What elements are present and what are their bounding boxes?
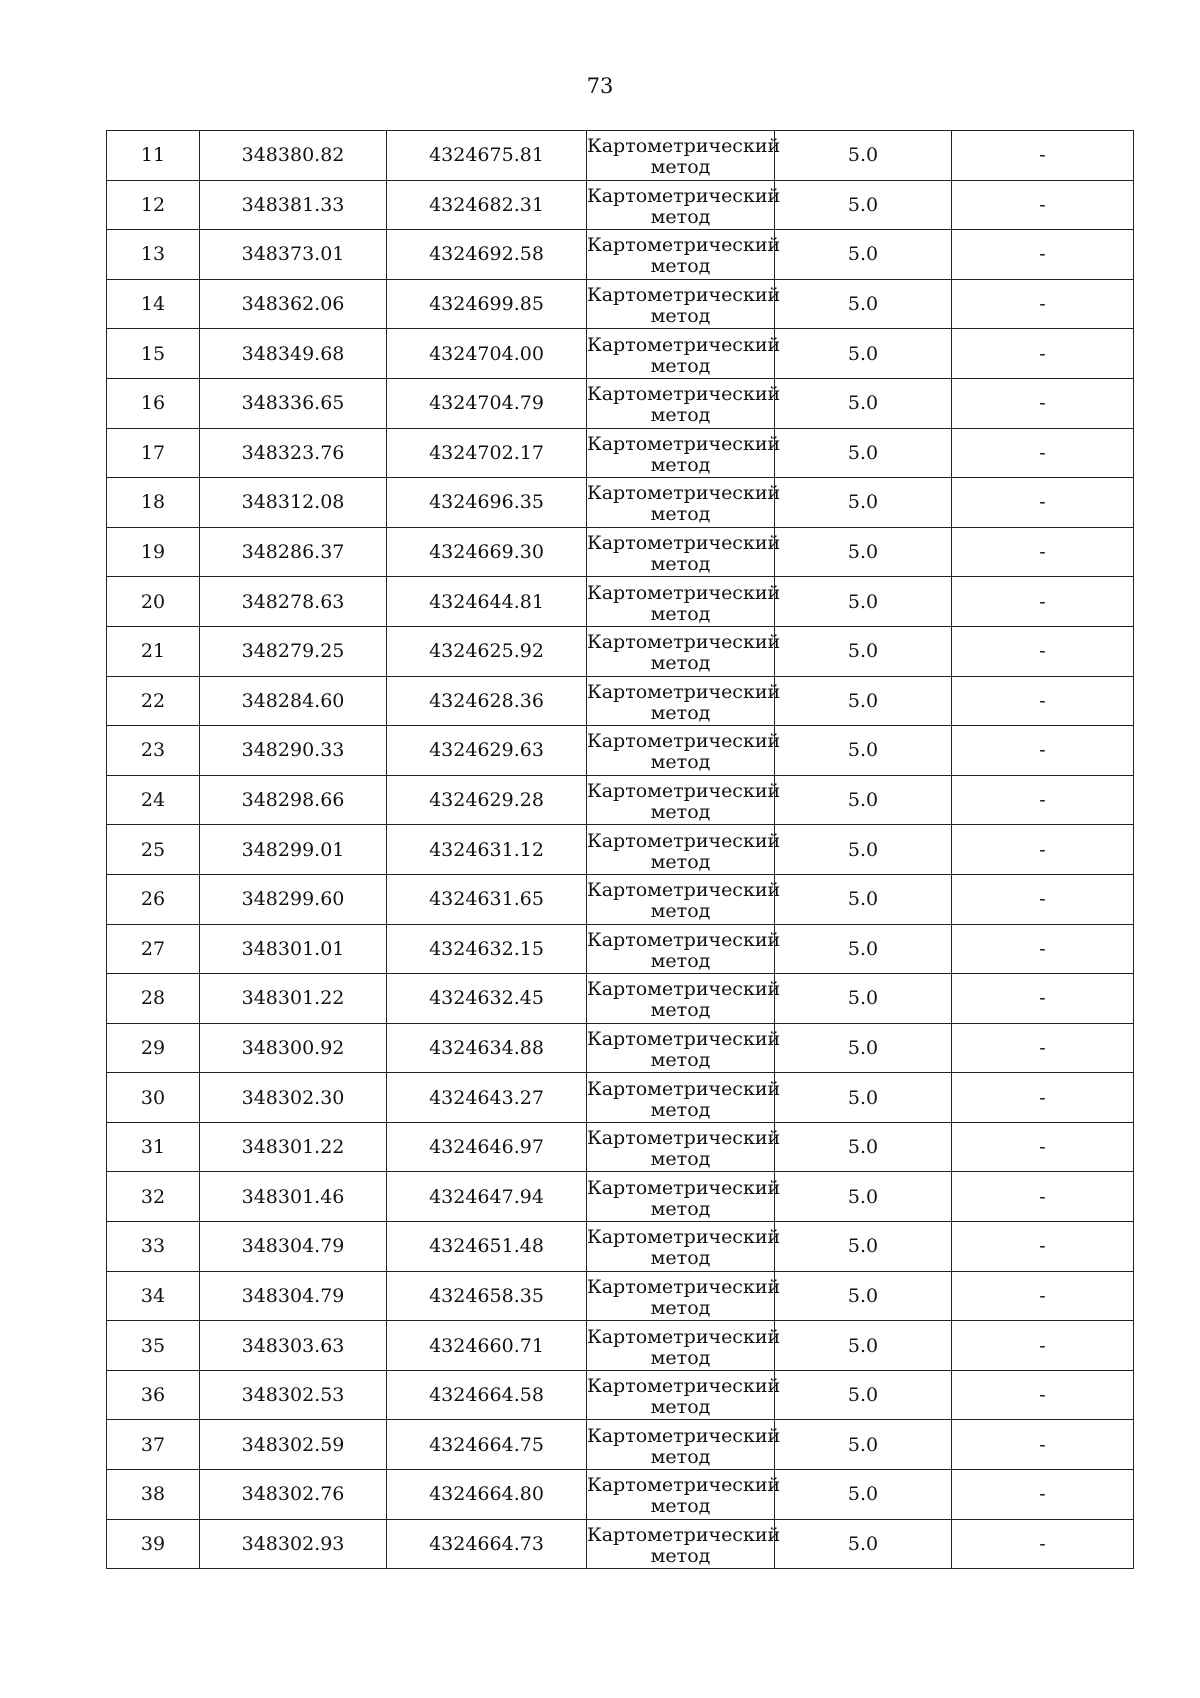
method-text: Картометрический метод (587, 829, 781, 873)
table-row (107, 1271, 1134, 1321)
note-cell: - (952, 874, 1134, 924)
note-cell: - (952, 180, 1134, 230)
accuracy-cell: 5.0 (775, 527, 952, 577)
note-cell: - (952, 1519, 1134, 1569)
accuracy-cell: 5.0 (775, 1321, 952, 1371)
x-coordinate-cell: 348302.53 (200, 1370, 387, 1420)
x-coordinate-cell: 348323.76 (200, 428, 387, 478)
x-coordinate-cell: 348373.01 (200, 230, 387, 280)
table-row (107, 1073, 1134, 1123)
table-row (107, 1172, 1134, 1222)
method-cell (587, 974, 781, 1024)
point-number-cell: 19 (107, 527, 200, 577)
method-text: Картометрический метод (587, 780, 781, 824)
x-coordinate-cell: 348301.22 (200, 1122, 387, 1172)
note-cell: - (952, 279, 1134, 329)
table-row (107, 478, 1134, 528)
table-row (107, 230, 1134, 280)
y-coordinate-cell: 4324629.28 (387, 775, 587, 825)
note-cell: - (952, 726, 1134, 776)
accuracy-cell: 5.0 (775, 378, 952, 428)
method-cell (587, 378, 781, 428)
table-row (107, 577, 1134, 627)
method-text: Картометрический метод (587, 234, 781, 278)
method-cell (587, 874, 781, 924)
accuracy-cell: 5.0 (775, 1519, 952, 1569)
point-number-cell: 34 (107, 1271, 200, 1321)
x-coordinate-cell: 348301.22 (200, 974, 387, 1024)
y-coordinate-cell: 4324632.45 (387, 974, 587, 1024)
method-cell (587, 924, 781, 974)
point-number-cell: 12 (107, 180, 200, 230)
note-cell: - (952, 577, 1134, 627)
method-cell (587, 329, 781, 379)
note-cell: - (952, 378, 1134, 428)
y-coordinate-cell: 4324646.97 (387, 1122, 587, 1172)
table-row (107, 874, 1134, 924)
method-text: Картометрический метод (587, 928, 781, 972)
method-text: Картометрический метод (587, 581, 781, 625)
x-coordinate-cell: 348302.30 (200, 1073, 387, 1123)
method-cell (587, 676, 781, 726)
note-cell: - (952, 974, 1134, 1024)
table-row (107, 974, 1134, 1024)
note-cell: - (952, 428, 1134, 478)
y-coordinate-cell: 4324651.48 (387, 1222, 587, 1272)
point-number-cell: 39 (107, 1519, 200, 1569)
method-cell (587, 1370, 781, 1420)
table-row (107, 676, 1134, 726)
point-number-cell: 11 (107, 131, 200, 181)
x-coordinate-cell: 348304.79 (200, 1222, 387, 1272)
accuracy-cell: 5.0 (775, 874, 952, 924)
point-number-cell: 22 (107, 676, 200, 726)
x-coordinate-cell: 348299.01 (200, 825, 387, 875)
point-number-cell: 36 (107, 1370, 200, 1420)
method-cell (587, 1271, 781, 1321)
method-text: Картометрический метод (587, 1523, 781, 1567)
note-cell: - (952, 626, 1134, 676)
note-cell: - (952, 329, 1134, 379)
method-text: Картометрический метод (587, 680, 781, 724)
y-coordinate-cell: 4324660.71 (387, 1321, 587, 1371)
method-cell (587, 1420, 781, 1470)
x-coordinate-cell: 348278.63 (200, 577, 387, 627)
point-number-cell: 23 (107, 726, 200, 776)
y-coordinate-cell: 4324644.81 (387, 577, 587, 627)
table-row (107, 428, 1134, 478)
note-cell: - (952, 527, 1134, 577)
note-cell: - (952, 1370, 1134, 1420)
table-row (107, 1420, 1134, 1470)
table-row (107, 1519, 1134, 1569)
table-row (107, 1122, 1134, 1172)
x-coordinate-cell: 348304.79 (200, 1271, 387, 1321)
x-coordinate-cell: 348286.37 (200, 527, 387, 577)
y-coordinate-cell: 4324658.35 (387, 1271, 587, 1321)
method-cell (587, 775, 781, 825)
x-coordinate-cell: 348336.65 (200, 378, 387, 428)
method-cell (587, 577, 781, 627)
y-coordinate-cell: 4324664.58 (387, 1370, 587, 1420)
accuracy-cell: 5.0 (775, 577, 952, 627)
accuracy-cell: 5.0 (775, 1370, 952, 1420)
x-coordinate-cell: 348284.60 (200, 676, 387, 726)
accuracy-cell: 5.0 (775, 329, 952, 379)
point-number-cell: 28 (107, 974, 200, 1024)
method-cell (587, 1222, 781, 1272)
note-cell: - (952, 1222, 1134, 1272)
x-coordinate-cell: 348380.82 (200, 131, 387, 181)
method-cell (587, 180, 781, 230)
y-coordinate-cell: 4324699.85 (387, 279, 587, 329)
table-row (107, 825, 1134, 875)
y-coordinate-cell: 4324692.58 (387, 230, 587, 280)
point-number-cell: 31 (107, 1122, 200, 1172)
method-cell (587, 726, 781, 776)
page-number: 73 (586, 74, 614, 98)
method-text: Картометрический метод (587, 135, 781, 179)
x-coordinate-cell: 348362.06 (200, 279, 387, 329)
note-cell: - (952, 1122, 1134, 1172)
method-cell (587, 1122, 781, 1172)
method-text: Картометрический метод (587, 1375, 781, 1419)
accuracy-cell: 5.0 (775, 1023, 952, 1073)
accuracy-cell: 5.0 (775, 180, 952, 230)
accuracy-cell: 5.0 (775, 924, 952, 974)
accuracy-cell: 5.0 (775, 478, 952, 528)
point-number-cell: 26 (107, 874, 200, 924)
method-cell (587, 1519, 781, 1569)
note-cell: - (952, 825, 1134, 875)
accuracy-cell: 5.0 (775, 1271, 952, 1321)
y-coordinate-cell: 4324629.63 (387, 726, 587, 776)
accuracy-cell: 5.0 (775, 825, 952, 875)
method-text: Картометрический метод (587, 284, 781, 328)
accuracy-cell: 5.0 (775, 1470, 952, 1520)
note-cell: - (952, 478, 1134, 528)
table-row (107, 131, 1134, 181)
point-number-cell: 14 (107, 279, 200, 329)
accuracy-cell: 5.0 (775, 775, 952, 825)
note-cell: - (952, 924, 1134, 974)
accuracy-cell: 5.0 (775, 1073, 952, 1123)
accuracy-cell: 5.0 (775, 1172, 952, 1222)
table-row (107, 329, 1134, 379)
point-number-cell: 32 (107, 1172, 200, 1222)
y-coordinate-cell: 4324669.30 (387, 527, 587, 577)
method-text: Картометрический метод (587, 1424, 781, 1468)
y-coordinate-cell: 4324696.35 (387, 478, 587, 528)
method-text: Картометрический метод (587, 184, 781, 228)
note-cell: - (952, 1073, 1134, 1123)
point-number-cell: 37 (107, 1420, 200, 1470)
table-row (107, 924, 1134, 974)
point-number-cell: 27 (107, 924, 200, 974)
point-number-cell: 18 (107, 478, 200, 528)
note-cell: - (952, 1470, 1134, 1520)
method-text: Картометрический метод (587, 730, 781, 774)
note-cell: - (952, 1321, 1134, 1371)
x-coordinate-cell: 348302.93 (200, 1519, 387, 1569)
y-coordinate-cell: 4324704.79 (387, 378, 587, 428)
point-number-cell: 24 (107, 775, 200, 825)
table-row (107, 527, 1134, 577)
method-cell (587, 1470, 781, 1520)
note-cell: - (952, 775, 1134, 825)
method-text: Картометрический метод (587, 1275, 781, 1319)
note-cell: - (952, 1420, 1134, 1470)
method-cell (587, 279, 781, 329)
table-row (107, 1370, 1134, 1420)
accuracy-cell: 5.0 (775, 676, 952, 726)
method-text: Картометрический метод (587, 532, 781, 576)
method-text: Картометрический метод (587, 1127, 781, 1171)
accuracy-cell: 5.0 (775, 726, 952, 776)
note-cell: - (952, 131, 1134, 181)
y-coordinate-cell: 4324702.17 (387, 428, 587, 478)
y-coordinate-cell: 4324628.36 (387, 676, 587, 726)
point-number-cell: 20 (107, 577, 200, 627)
method-cell (587, 230, 781, 280)
method-text: Картометрический метод (587, 879, 781, 923)
point-number-cell: 17 (107, 428, 200, 478)
table-row (107, 626, 1134, 676)
method-text: Картометрический метод (587, 1325, 781, 1369)
accuracy-cell: 5.0 (775, 131, 952, 181)
x-coordinate-cell: 348302.76 (200, 1470, 387, 1520)
x-coordinate-cell: 348349.68 (200, 329, 387, 379)
y-coordinate-cell: 4324664.80 (387, 1470, 587, 1520)
method-text: Картометрический метод (587, 1077, 781, 1121)
y-coordinate-cell: 4324634.88 (387, 1023, 587, 1073)
point-number-cell: 33 (107, 1222, 200, 1272)
method-text: Картометрический метод (587, 432, 781, 476)
point-number-cell: 35 (107, 1321, 200, 1371)
y-coordinate-cell: 4324631.65 (387, 874, 587, 924)
x-coordinate-cell: 348290.33 (200, 726, 387, 776)
method-text: Картометрический метод (587, 482, 781, 526)
accuracy-cell: 5.0 (775, 279, 952, 329)
point-number-cell: 30 (107, 1073, 200, 1123)
table-row (107, 1321, 1134, 1371)
note-cell: - (952, 230, 1134, 280)
x-coordinate-cell: 348301.01 (200, 924, 387, 974)
method-text: Картометрический метод (587, 631, 781, 675)
y-coordinate-cell: 4324632.15 (387, 924, 587, 974)
table-row (107, 378, 1134, 428)
y-coordinate-cell: 4324643.27 (387, 1073, 587, 1123)
coordinates-table (106, 130, 1134, 1569)
note-cell: - (952, 1023, 1134, 1073)
table-row (107, 775, 1134, 825)
method-cell (587, 428, 781, 478)
table-row (107, 726, 1134, 776)
accuracy-cell: 5.0 (775, 974, 952, 1024)
x-coordinate-cell: 348301.46 (200, 1172, 387, 1222)
x-coordinate-cell: 348298.66 (200, 775, 387, 825)
point-number-cell: 25 (107, 825, 200, 875)
method-cell (587, 1321, 781, 1371)
accuracy-cell: 5.0 (775, 626, 952, 676)
point-number-cell: 16 (107, 378, 200, 428)
method-cell (587, 825, 781, 875)
point-number-cell: 38 (107, 1470, 200, 1520)
method-text: Картометрический метод (587, 1027, 781, 1071)
note-cell: - (952, 1271, 1134, 1321)
method-cell (587, 1023, 781, 1073)
x-coordinate-cell: 348299.60 (200, 874, 387, 924)
accuracy-cell: 5.0 (775, 1122, 952, 1172)
method-cell (587, 1172, 781, 1222)
method-text: Картометрический метод (587, 1226, 781, 1270)
x-coordinate-cell: 348300.92 (200, 1023, 387, 1073)
point-number-cell: 29 (107, 1023, 200, 1073)
x-coordinate-cell: 348381.33 (200, 180, 387, 230)
method-text: Картометрический метод (587, 383, 781, 427)
x-coordinate-cell: 348302.59 (200, 1420, 387, 1470)
accuracy-cell: 5.0 (775, 1222, 952, 1272)
coordinates-table-body (107, 131, 1134, 1569)
table-row (107, 1470, 1134, 1520)
y-coordinate-cell: 4324664.73 (387, 1519, 587, 1569)
x-coordinate-cell: 348312.08 (200, 478, 387, 528)
method-text: Картометрический метод (587, 1474, 781, 1518)
method-text: Картометрический метод (587, 978, 781, 1022)
method-cell (587, 131, 781, 181)
method-text: Картометрический метод (587, 333, 781, 377)
y-coordinate-cell: 4324682.31 (387, 180, 587, 230)
table-row (107, 1222, 1134, 1272)
point-number-cell: 15 (107, 329, 200, 379)
note-cell: - (952, 1172, 1134, 1222)
y-coordinate-cell: 4324675.81 (387, 131, 587, 181)
x-coordinate-cell: 348279.25 (200, 626, 387, 676)
point-number-cell: 21 (107, 626, 200, 676)
y-coordinate-cell: 4324704.00 (387, 329, 587, 379)
y-coordinate-cell: 4324625.92 (387, 626, 587, 676)
accuracy-cell: 5.0 (775, 428, 952, 478)
x-coordinate-cell: 348303.63 (200, 1321, 387, 1371)
table-row (107, 1023, 1134, 1073)
table-row (107, 279, 1134, 329)
y-coordinate-cell: 4324647.94 (387, 1172, 587, 1222)
method-cell (587, 478, 781, 528)
accuracy-cell: 5.0 (775, 230, 952, 280)
method-cell (587, 1073, 781, 1123)
accuracy-cell: 5.0 (775, 1420, 952, 1470)
table-row (107, 180, 1134, 230)
y-coordinate-cell: 4324664.75 (387, 1420, 587, 1470)
method-cell (587, 527, 781, 577)
y-coordinate-cell: 4324631.12 (387, 825, 587, 875)
method-cell (587, 626, 781, 676)
point-number-cell: 13 (107, 230, 200, 280)
note-cell: - (952, 676, 1134, 726)
method-text: Картометрический метод (587, 1176, 781, 1220)
